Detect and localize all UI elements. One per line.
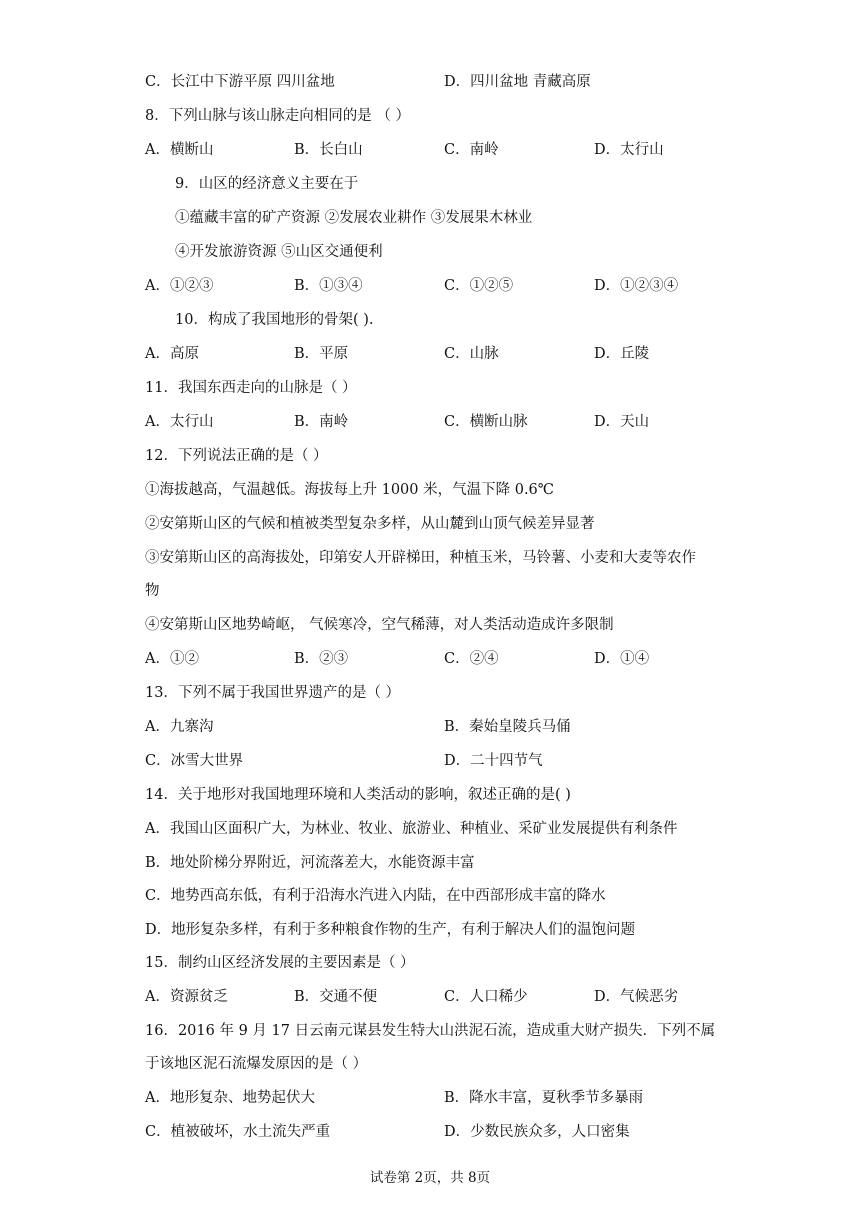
question-14: 14．关于地形对我国地理环境和人类活动的影响，叙述正确的是( )	[145, 787, 571, 803]
question-9: 9．山区的经济意义主要在于	[175, 176, 359, 192]
q13-option-a: A．九寨沟	[145, 719, 214, 735]
q16-option-d: D．少数民族众多，人口密集	[444, 1124, 630, 1140]
q11-option-d: D．天山	[594, 414, 650, 430]
q16-option-b: B．降水丰富，夏秋季节多暴雨	[444, 1090, 644, 1106]
q12-option-d: D．①④	[594, 651, 650, 667]
q16-option-a: A．地形复杂、地势起伏大	[145, 1090, 315, 1106]
option-d: D．四川盆地 青藏高原	[444, 74, 591, 90]
question-10: 10．构成了我国地形的骨架( ).	[175, 312, 374, 328]
q12-statement-2: ②安第斯山区的气候和植被类型复杂多样，从山麓到山顶气候差异显著	[145, 516, 595, 532]
q11-option-a: A．太行山	[145, 414, 214, 430]
q14-option-c: C．地势西高东低，有利于沿海水汽进入内陆，在中西部形成丰富的降水	[145, 888, 606, 904]
q9-option-c: C．①②⑤	[444, 278, 514, 294]
q12-statement-1: ①海拔越高，气温越低。海拔每上升 1000 米，气温下降 0.6℃	[145, 482, 555, 498]
question-16: 16．2016 年 9 月 17 日云南元谋县发生特大山洪泥石流，造成重大财产损失．下列不属	[145, 1023, 716, 1039]
q8-option-a: A．横断山	[145, 142, 214, 158]
option-c: C．长江中下游平原 四川盆地	[145, 74, 335, 90]
q14-option-b: B．地处阶梯分界附近，河流落差大，水能资源丰富	[145, 855, 475, 871]
q14-option-d: D．地形复杂多样，有利于多种粮食作物的生产，有利于解决人们的温饱问题	[145, 922, 636, 938]
question-13: 13．下列不属于我国世界遗产的是（ ）	[145, 685, 401, 701]
q9-option-a: A．①②③	[145, 278, 214, 294]
q8-option-c: C．南岭	[444, 142, 499, 158]
q16-option-c: C．植被破坏，水土流失严重	[145, 1124, 331, 1140]
q15-option-c: C．人口稀少	[444, 989, 528, 1005]
q12-statement-4: ④安第斯山区地势崎岖， 气候寒冷，空气稀薄，对人类活动造成许多限制	[145, 617, 614, 633]
q10-option-c: C．山脉	[444, 346, 499, 362]
q10-option-d: D．丘陵	[594, 346, 650, 362]
q12-option-b: B．②③	[294, 651, 349, 667]
q15-option-d: D．气候恶劣	[594, 989, 679, 1005]
q13-option-d: D．二十四节气	[444, 753, 543, 769]
question-11: 11．我国东西走向的山脉是（ ）	[145, 380, 357, 396]
q12-statement-3-cont: 物	[145, 583, 160, 599]
question-8: 8．下列山脉与该山脉走向相同的是 （ ）	[145, 108, 410, 124]
q11-option-b: B．南岭	[294, 414, 349, 430]
q9-option-b: B．①③④	[294, 278, 363, 294]
q13-option-b: B．秦始皇陵兵马俑	[444, 719, 571, 735]
q8-option-d: D．太行山	[594, 142, 664, 158]
q8-option-b: B．长白山	[294, 142, 363, 158]
q13-option-c: C．冰雪大世界	[145, 753, 244, 769]
question-16-cont: 于该地区泥石流爆发原因的是（ ）	[145, 1056, 368, 1072]
q10-option-a: A．高原	[145, 346, 199, 362]
q9-statement-1: ①蕴藏丰富的矿产资源 ②发展农业耕作 ③发展果木林业	[175, 210, 533, 226]
q9-option-d: D．①②③④	[594, 278, 679, 294]
q14-option-a: A．我国山区面积广大，为林业、牧业、旅游业、种植业、采矿业发展提供有利条件	[145, 821, 678, 837]
q12-option-a: A．①②	[145, 651, 199, 667]
q15-option-a: A．资源贫乏	[145, 989, 228, 1005]
q9-statement-2: ④开发旅游资源 ⑤山区交通便利	[175, 244, 383, 260]
q15-option-b: B．交通不便	[294, 989, 378, 1005]
question-15: 15．制约山区经济发展的主要因素是（ ）	[145, 955, 415, 971]
q11-option-c: C．横断山脉	[444, 414, 528, 430]
question-12: 12．下列说法正确的是（ ）	[145, 448, 328, 464]
page-footer: 试卷第 2页，共 8页	[369, 1170, 491, 1186]
q10-option-b: B．平原	[294, 346, 349, 362]
q12-statement-3: ③安第斯山区的高海拔处，印第安人开辟梯田，种植玉米，马铃薯、小麦和大麦等农作	[145, 550, 696, 566]
q12-option-c: C．②④	[444, 651, 499, 667]
